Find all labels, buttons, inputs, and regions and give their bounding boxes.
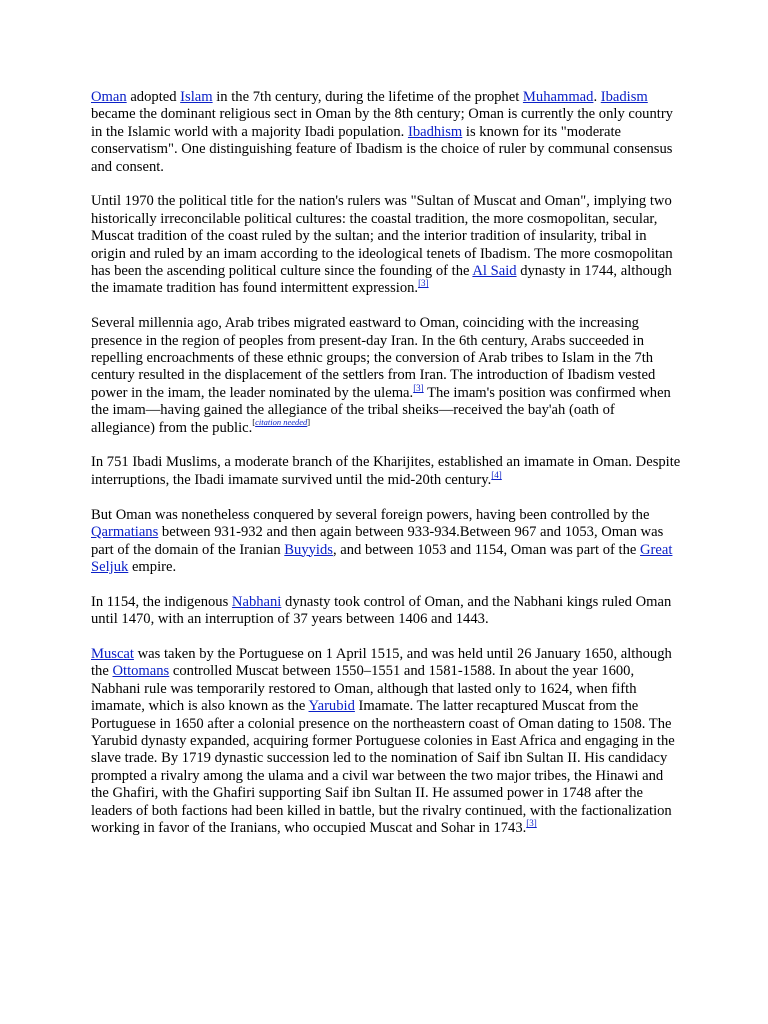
text: The imam's position was confirmed when the imam—having gained the allegiance of the tribal sheiks—received the bay'ah (oath of allegiance) from the public. <box>91 384 671 436</box>
article-body <box>91 89 681 855</box>
text: empire. <box>128 558 177 575</box>
citation-link-3[interactable]: [3] <box>418 278 429 289</box>
text: dynasty took control of Oman, and the Nabhani kings ruled Oman until 1470, with an interruption of 37 years between 1406 and 1443. <box>91 593 672 628</box>
text: Imamate. The latter recaptured Muscat from the Portuguese in 1650 after a colonial presence on the northeastern coast of Oman dating to 1508. The Yarubid dynasty expanded, acquiring former Portuguese colonies in East Africa and engaging in the slave trade. By 1719 dynastic succession led to the nomination of Saif ibn Sultan II. His candidacy prompted a rivalry among the ulama and a civil war between the two major tribes, the Hinawi and the Ghafiri, with the Ghafiri supporting Saif ibn Sultan II. He assumed power in 1748 after the leaders of both factions had been killed in battle, but the rivalry continued, with the factionalization working in favor of the Iranians, who occupied Muscat and Sohar in 1743. <box>91 698 675 836</box>
link-al-said[interactable]: Al Said <box>472 263 517 280</box>
link-ibadism[interactable]: Ibadism <box>600 89 648 105</box>
link-ottomans[interactable]: Ottomans <box>112 663 170 680</box>
text: Until 1970 the political title for the nation's rulers was "Sultan of Muscat and Oman", implying two historically irreconcilable political cultures: the coastal tradition, the more cosmopolitan, secular, Muscat tradition of the coast ruled by the sultan; and the interior tradition of insularity, tribal in origin and ruled by an imam according to the ideological tenets of Ibadism. The more cosmopolitan has been the ascending political culture since the founding of the <box>91 193 673 280</box>
citation-needed-link[interactable]: citation needed <box>255 416 308 427</box>
text: controlled Muscat between 1550–1551 and 1581-1588. In about the year 1600, Nabhani rule was temporarily restored to Oman, although that lasted only to 1624, when fifth imamate, which is also known as the <box>91 663 637 715</box>
citation-link-3[interactable]: [3] <box>413 382 424 393</box>
text: is known for its "moderate conservatism". One distinguishing feature of Ibadism is the choice of ruler by communal consensus and consent. <box>91 123 673 175</box>
text: , and between 1053 and 1154, Oman was part of the <box>332 541 641 558</box>
text: between 931-932 and then again between 933-934.Between 967 and 1053, Oman was part of the domain of the Iranian <box>91 524 664 558</box>
paragraph-sultan-title <box>91 193 681 297</box>
bracket-close: ] <box>307 416 311 427</box>
text: . <box>593 89 601 105</box>
link-oman[interactable]: Oman <box>91 89 127 105</box>
paragraph-foreign-powers <box>91 507 681 577</box>
link-muscat[interactable]: Muscat <box>91 645 134 662</box>
text: Several millennia ago, Arab tribes migrated eastward to Oman, coinciding with the increasing presence in the region of peoples from present-day Iran. In the 6th century, Arabs succeeded in repelling encroachments of these ethnic groups; the conversion of Arab tribes to Islam in the 7th century resulted in the displacement of the settlers from Iran. The introduction of Ibadism vested power in the imam, the leader nominated by the ulema. <box>91 315 656 401</box>
paragraph-muscat-portuguese <box>91 646 681 837</box>
text: In 1154, the indigenous <box>91 593 232 610</box>
link-muhammad[interactable]: Muhammad <box>522 89 594 105</box>
paragraph-imamate <box>91 454 681 489</box>
text: In 751 Ibadi Muslims, a moderate branch of the Kharijites, established an imamate in Oman. Despite interruptions, the Ibadi imamate survived until the mid-20th century. <box>91 454 681 488</box>
paragraph-arab-tribes <box>91 315 681 437</box>
text: became the dominant religious sect in Oman by the 8th century; Oman is currently the only country in the Islamic world with a majority Ibadi population. <box>91 106 673 140</box>
citation-ref <box>491 470 502 480</box>
link-great-seljuk[interactable]: Great Seljuk <box>91 541 673 575</box>
citation-ref <box>413 383 424 393</box>
paragraph-nabhani <box>91 594 681 629</box>
citation-ref <box>526 818 537 828</box>
text: in the 7th century, during the lifetime of the prophet <box>212 89 523 105</box>
link-buyyids[interactable]: Buyyids <box>284 541 333 558</box>
bracket-open: [ <box>252 416 256 427</box>
text: But Oman was nonetheless conquered by several foreign powers, having been controlled by the <box>91 506 650 523</box>
citation-link-3[interactable]: [3] <box>526 817 537 828</box>
link-nabhani[interactable]: Nabhani <box>231 593 282 610</box>
text: adopted <box>126 89 181 105</box>
text: was taken by the Portuguese on 1 April 1515, and was held until 26 January 1650, although the <box>91 645 672 680</box>
citation-ref <box>418 278 429 288</box>
link-qarmatians[interactable]: Qarmatians <box>91 524 159 541</box>
paragraph-ibadism <box>91 89 681 176</box>
link-islam[interactable]: Islam <box>180 89 213 105</box>
citation-needed <box>252 417 310 427</box>
text: dynasty in 1744, although the imamate tradition has found intermittent expression. <box>91 263 672 297</box>
link-yarubid[interactable]: Yarubid <box>308 698 355 715</box>
citation-link-4[interactable]: [4] <box>491 469 502 480</box>
link-ibadhism[interactable]: Ibadhism <box>407 123 463 140</box>
